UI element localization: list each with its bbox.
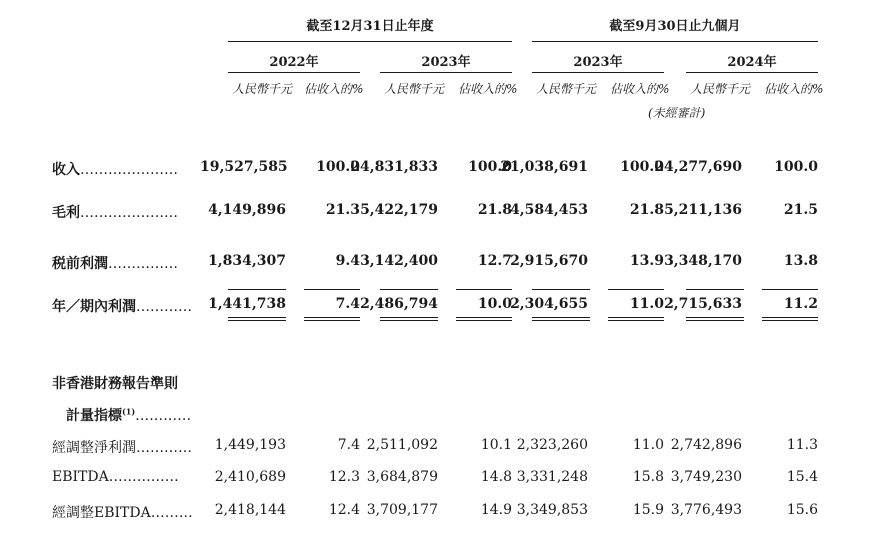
header-rule [228, 41, 512, 42]
value-cell: 100.0 [774, 159, 818, 175]
double-underline [608, 317, 664, 321]
value-cell: 7.4 [337, 437, 360, 453]
value-cell: 14.8 [480, 469, 512, 485]
value-cell: 21.3 [325, 202, 360, 218]
sum-rule [380, 289, 438, 290]
value-cell: 3,348,170 [664, 253, 742, 269]
year-header: 2023年 [573, 55, 623, 70]
value-cell: 100.0 [468, 159, 512, 175]
value-cell: 2,486,794 [360, 296, 438, 312]
value-cell: 15.4 [786, 469, 818, 485]
non-gaap-heading: 非香港財務報告準則 [52, 376, 178, 392]
non-gaap-subheading: 計量指標$^{(1)}$………… [66, 406, 192, 424]
row-label-revenue: 收入………………… [52, 162, 178, 178]
year-header: 2024年 [727, 55, 777, 70]
year-rule [686, 72, 818, 73]
value-cell: 2,715,633 [664, 296, 742, 312]
value-cell: 12.3 [328, 469, 360, 485]
double-underline [380, 317, 438, 321]
value-cell: 15.8 [632, 469, 664, 485]
value-cell: 21.8 [629, 202, 664, 218]
value-cell: 12.4 [328, 502, 360, 518]
footnote-mark: (1) [122, 406, 136, 417]
value-cell: 21,038,691 [500, 159, 588, 175]
sum-rule [762, 289, 818, 290]
value-cell: 2,304,655 [510, 296, 588, 312]
row-label-gross-profit: 毛利………………… [52, 205, 178, 221]
value-cell: 3,142,400 [360, 253, 438, 269]
value-cell: 3,776,493 [670, 502, 742, 518]
unit-pct: 佔收入的% [610, 82, 670, 96]
row-label-profit-before-tax: 税前利潤…………… [52, 256, 178, 272]
value-cell: 15.6 [786, 502, 818, 518]
value-cell: 4,149,896 [208, 202, 286, 218]
row-label-adjusted-net-profit: 經調整淨利潤………… [52, 440, 192, 456]
double-underline [532, 317, 590, 321]
value-cell: 11.0 [632, 437, 664, 453]
year-rule [532, 72, 664, 73]
value-cell: 5,211,136 [664, 202, 742, 218]
value-cell: 3,709,177 [366, 502, 438, 518]
sum-rule [532, 289, 590, 290]
period-header-year: 截至12月31日止年度 [306, 19, 434, 34]
value-cell: 14.9 [480, 502, 512, 518]
sum-rule [686, 289, 744, 290]
year-header: 2023年 [421, 55, 471, 70]
double-underline [456, 317, 512, 321]
header-rule [532, 41, 818, 42]
value-cell: 11.3 [786, 437, 818, 453]
value-cell: 3,749,230 [670, 469, 742, 485]
value-cell: 2,511,092 [366, 437, 438, 453]
value-cell: 3,349,853 [516, 502, 588, 518]
row-label-adjusted-ebitda: 經調整EBITDA……… [52, 505, 193, 521]
value-cell: 2,915,670 [510, 253, 588, 269]
value-cell: 10.1 [480, 437, 512, 453]
value-cell: 12.7 [477, 253, 512, 269]
value-cell: 100.0 [620, 159, 664, 175]
unaudited-note: (未經審計) [648, 106, 706, 120]
double-underline [304, 317, 360, 321]
value-cell: 2,410,689 [214, 469, 286, 485]
value-cell: 1,449,193 [214, 437, 286, 453]
value-cell: 11.0 [629, 296, 664, 312]
value-cell: 24,831,833 [350, 159, 438, 175]
unit-pct: 佔收入的% [304, 82, 364, 96]
unit-rmb: 人民幣千元 [536, 82, 597, 96]
sum-rule [228, 289, 286, 290]
value-cell: 11.2 [783, 296, 818, 312]
value-cell: 2,418,144 [214, 502, 286, 518]
unit-rmb: 人民幣千元 [690, 82, 751, 96]
value-cell: 10.0 [477, 296, 512, 312]
value-cell: 100.0 [316, 159, 360, 175]
year-rule [228, 72, 360, 73]
sum-rule [456, 289, 512, 290]
unit-rmb: 人民幣千元 [232, 82, 293, 96]
value-cell: 19,527,585 [200, 159, 288, 175]
value-cell: 15.9 [632, 502, 664, 518]
year-header: 2022年 [269, 55, 319, 70]
value-cell: 2,742,896 [670, 437, 742, 453]
row-label-ebitda: EBITDA…………… [52, 469, 179, 485]
double-underline [686, 317, 744, 321]
year-rule [380, 72, 512, 73]
unit-pct: 佔收入的% [764, 82, 824, 96]
unit-pct: 佔收入的% [458, 82, 518, 96]
value-cell: 1,834,307 [208, 253, 286, 269]
double-underline [762, 317, 818, 321]
value-cell: 5,422,179 [360, 202, 438, 218]
value-cell: 3,684,879 [366, 469, 438, 485]
value-cell: 9.4 [335, 253, 360, 269]
value-cell: 21.8 [477, 202, 512, 218]
value-cell: 3,331,248 [516, 469, 588, 485]
value-cell: 1,441,738 [208, 296, 286, 312]
value-cell: 7.4 [335, 296, 360, 312]
sum-rule [304, 289, 360, 290]
row-label-profit-for-period: 年／期內利潤………… [52, 299, 192, 315]
period-header-nine-months: 截至9月30日止九個月 [609, 19, 741, 34]
value-cell: 21.5 [783, 202, 818, 218]
value-cell: 4,584,453 [510, 202, 588, 218]
value-cell: 13.9 [629, 253, 664, 269]
unit-rmb: 人民幣千元 [384, 82, 445, 96]
value-cell: 2,323,260 [516, 437, 588, 453]
value-cell: 13.8 [783, 253, 818, 269]
sum-rule [608, 289, 664, 290]
value-cell: 24,277,690 [654, 159, 742, 175]
double-underline [228, 317, 286, 321]
